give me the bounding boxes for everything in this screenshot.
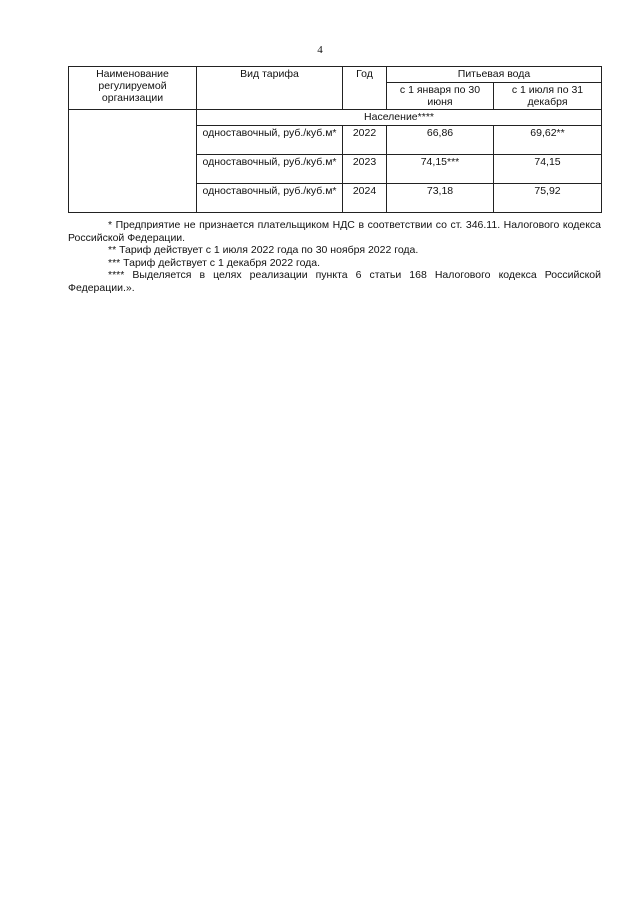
year-cell: 2024 [343, 184, 387, 213]
value-cell: 73,18 [387, 184, 494, 213]
year-cell: 2022 [343, 126, 387, 155]
year-cell: 2023 [343, 155, 387, 184]
header-water: Питьевая вода [387, 67, 602, 83]
value-cell: 66,86 [387, 126, 494, 155]
footnote: *** Тариф действует с 1 декабря 2022 года. [108, 256, 321, 269]
header-year: Год [343, 67, 387, 110]
value-cell: 74,15 [494, 155, 602, 184]
footnote: ** Тариф действует с 1 июля 2022 года по 30 ноября 2022 года. [108, 244, 419, 256]
population-label: Население**** [197, 110, 602, 126]
tariff-cell: одноставочный, руб./куб.м* [197, 155, 343, 184]
tariff-cell: одноставочный, руб./куб.м* [197, 184, 343, 213]
page-number: 4 [317, 44, 323, 56]
value-cell: 74,15*** [387, 155, 494, 184]
header-tariff-type: Вид тарифа [197, 67, 343, 110]
header-period1: с 1 января по 30 июня [387, 83, 494, 110]
footnote: * Предприятие не признается плательщиком НДС в соответствии со ст. 346.11. Налогового кодекса Российской Федерации. [68, 219, 601, 244]
org-cell [69, 110, 197, 213]
value-cell: 69,62** [494, 126, 602, 155]
footnote: **** Выделяется в целях реализации пункта 6 статьи 168 Налогового кодекса Российской Федерации.». [68, 269, 601, 294]
header-period2: с 1 июля по 31 декабря [494, 83, 602, 110]
tariff-cell: одноставочный, руб./куб.м* [197, 126, 343, 155]
footnotes [68, 219, 601, 294]
header-org: Наименование регулируемой организации [69, 67, 197, 110]
value-cell: 75,92 [494, 184, 602, 213]
tariff-table [68, 66, 602, 213]
